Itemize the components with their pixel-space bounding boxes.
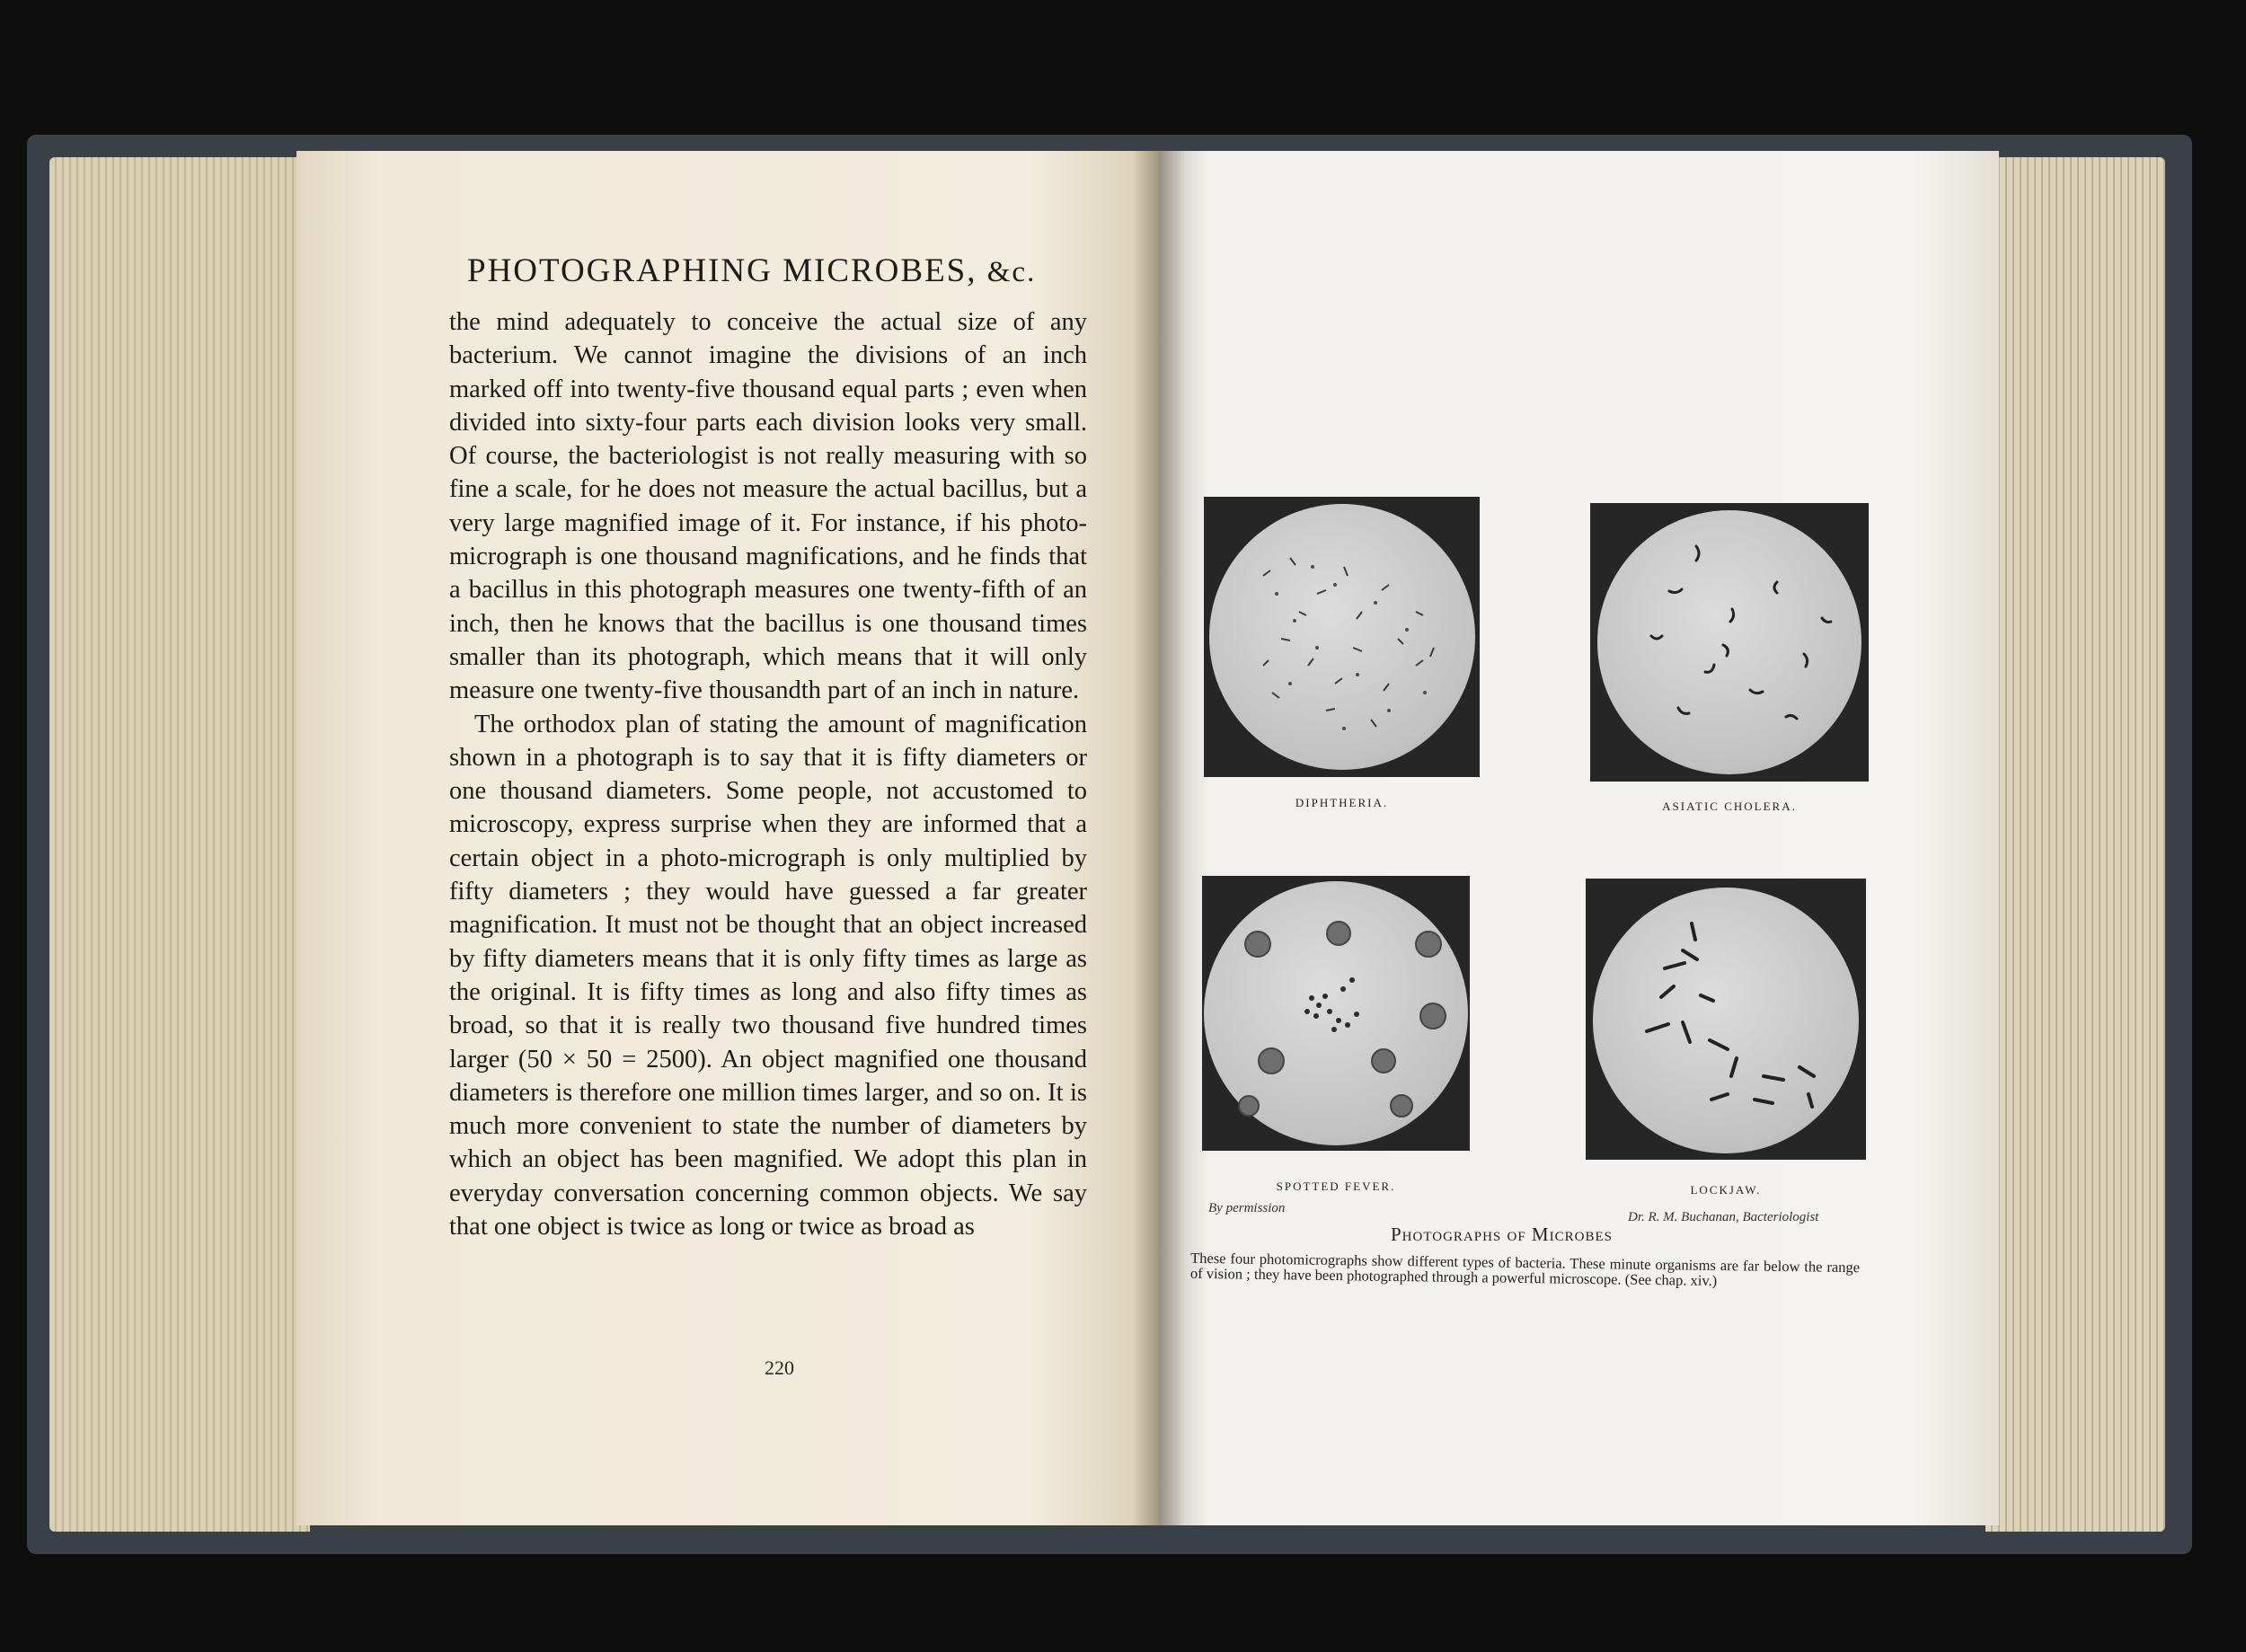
caption-asiatic-cholera: ASIATIC CHOLERA. (1662, 799, 1797, 813)
bacteria-spotted-fever-icon (1204, 881, 1468, 1145)
body-text (449, 305, 1087, 1243)
paragraph-2: The orthodox plan of stating the amount of magnification shown in a photograph is to say that it is fifty diameters or one thousand diameters. Some people, not accustomed to microscopy, express surprise when they are informed that a certain object in a photo-micrograph is only multiplied by fifty diameters ; they would have guessed a far greater magnification. It must not be thought that an object increased by fifty diameters means that it is only fifty times as large as the original. It is fifty times as long and also fifty times as broad, so that it is really two thousand five hundred times larger (50 × 50 = 2500). An object magnified one thousand diameters is therefore one million times larger, and so on. It is much more convenient to state the number of diameters by which an object has been magnified. We adopt this plan in everyday conversation concerning common objects. We say that one object is twice as long or twice as broad as (449, 710, 1087, 1241)
figure-title (1391, 1224, 1613, 1246)
bacteria-diphtheria-icon (1209, 504, 1475, 770)
micrograph-field (1209, 504, 1475, 770)
page-edges-right (1985, 157, 2165, 1532)
page-number: 220 (765, 1356, 794, 1379)
micrograph-field (1204, 881, 1468, 1145)
micrograph-spotted-fever (1202, 876, 1470, 1151)
bacteria-lockjaw-icon (1593, 888, 1859, 1153)
micrograph-lockjaw (1586, 879, 1866, 1160)
right-page (1159, 151, 1999, 1525)
paragraph-1: the mind adequately to conceive the actual size of any bacterium. We cannot imagine the divisions of an inch marked off into twenty-five thousand equal parts ; even when divided into sixty-four parts each division looks very small. Of course, the bacteriologist is not really measuring with so fine a scale, for he does not measure the actual bacillus, but a very large magnified image of it. For instance, if his photo-micrograph is one thousand magnifications, and he finds that a bacillus in this photograph measures one twenty-fifth of an inch, then he knows that the bacillus is one thousand times smaller than its photograph, which means that it will only measure one twenty-five thousandth part of an inch in nature. (449, 308, 1087, 705)
running-head-suffix: &c. (986, 256, 1037, 288)
figure-description: These four photomicrographs show different types of bacteria. These minute organisms are far below the range of vision ; they have been photographed through a powerful microscope. (See chap. xiv.) (1189, 1249, 1861, 1289)
caption-diphtheria: DIPHTHERIA. (1295, 796, 1389, 809)
figure-title-text: Photographs of Microbes (1391, 1224, 1613, 1245)
book-gutter (1132, 151, 1186, 1525)
micrograph-diphtheria (1204, 497, 1480, 777)
micrograph-field (1597, 510, 1861, 774)
credit-right: Dr. R. M. Buchanan, Bacteriologist (1628, 1210, 1819, 1224)
caption-spotted-fever: SPOTTED FEVER. (1276, 1179, 1396, 1193)
micrograph-asiatic-cholera (1590, 503, 1869, 782)
caption-lockjaw: LOCKJAW. (1690, 1183, 1762, 1197)
credit-left: By permission (1208, 1201, 1286, 1215)
micrograph-field (1593, 888, 1859, 1153)
page-edges-left (49, 157, 310, 1532)
running-head (467, 252, 1036, 290)
bacteria-cholera-icon (1597, 510, 1861, 774)
running-head-title: PHOTOGRAPHING MICROBES, (467, 252, 977, 289)
